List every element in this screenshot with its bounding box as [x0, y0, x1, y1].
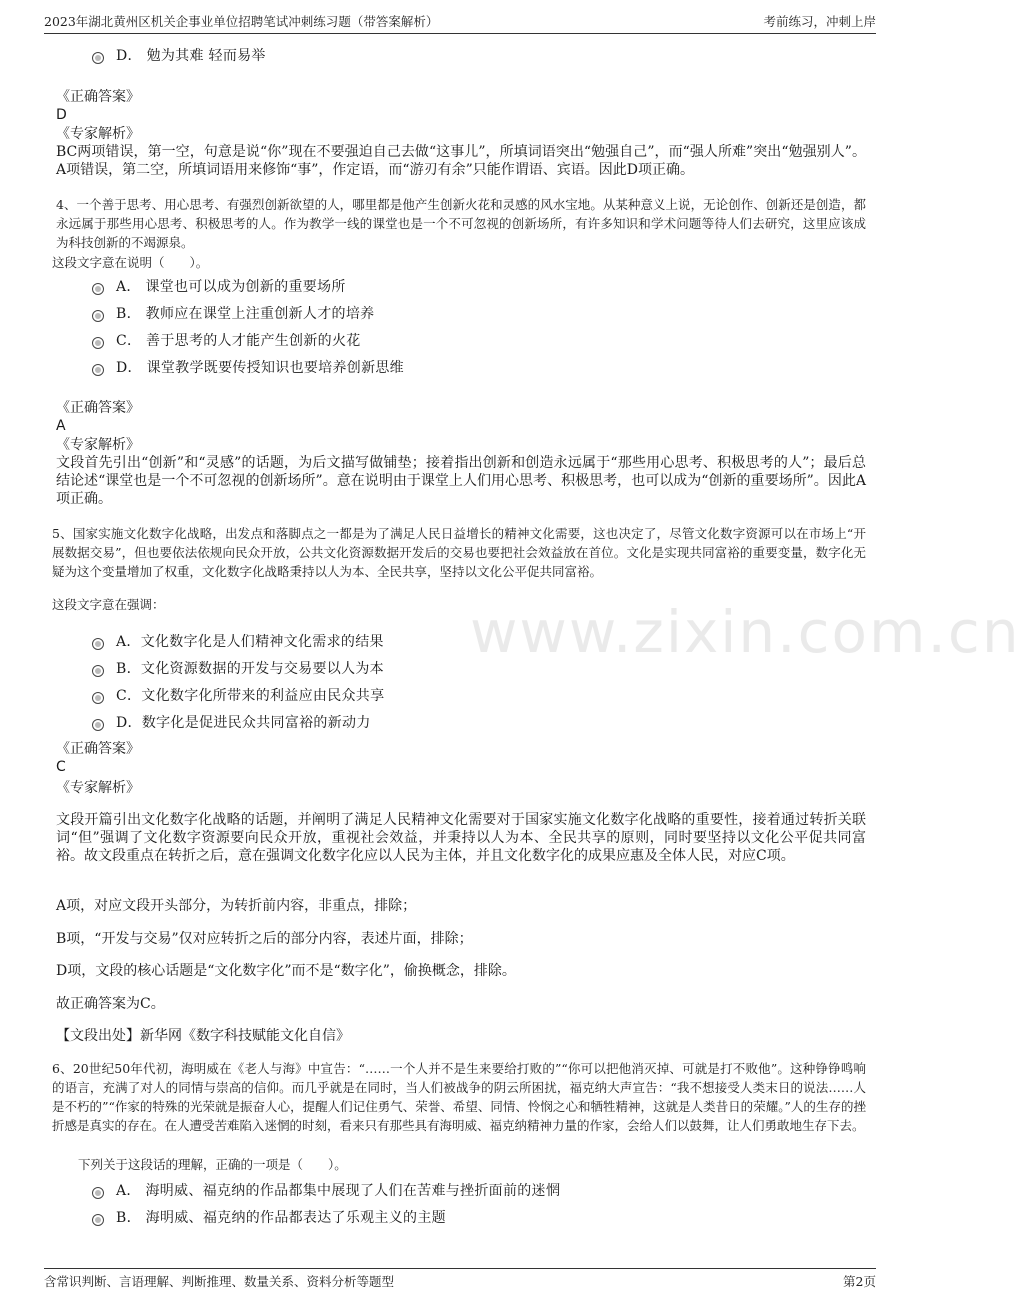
q6-prompt: 下列关于这段话的理解，正确的一项是（ ）。 [78, 1157, 347, 1172]
footer-divider [44, 1268, 876, 1269]
q5-analysis-option-b: B项，“开发与交易”仅对应转折之后的部分内容，表述片面，排除； [56, 931, 473, 947]
option-label: B． 教师应在课堂上注重创新人才的培养 [116, 306, 375, 322]
q5-analysis-option-a: A项，对应文段开头部分，为转折前内容，非重点，排除； [56, 898, 417, 914]
page-number: 第2页 [843, 1274, 876, 1289]
q5-option-a[interactable] [92, 630, 852, 652]
footer-topics: 含常识判断、言语理解、判断推理、数量关系、资料分析等题型 [44, 1274, 395, 1289]
q4-option-c[interactable] [92, 329, 852, 351]
radio-icon[interactable] [92, 1214, 104, 1226]
radio-icon[interactable] [92, 283, 104, 295]
option-label: A． 海明威、福克纳的作品都集中展现了人们在苦难与挫折面前的迷惘 [116, 1183, 561, 1199]
option-label: A．文化数字化是人们精神文化需求的结果 [116, 634, 384, 650]
radio-icon[interactable] [92, 52, 104, 64]
q5-prompt: 这段文字意在强调： [52, 597, 165, 612]
watermark: www.zixin.com.cn [470, 598, 1021, 666]
radio-icon[interactable] [92, 665, 104, 677]
page-header [44, 12, 876, 32]
radio-icon[interactable] [92, 692, 104, 704]
q5-source: 【文段出处】新华网《数字科技赋能文化自信》 [56, 1028, 350, 1044]
q5-analysis: 文段开篇引出文化数字化战略的话题，并阐明了满足人民精神文化需要对于国家实施文化数字化战略的重要性，接着通过转折关联词“但”强调了文化数字资源要向民众开放，重视社会效益，并秉持以人为本、全民共享的原则，同时要坚持以文化公平促共同富裕。故文段重点在转折之后，意在强调文化数字化应以人民为主体，并且文化数字化的成果应惠及全体人民，对应C项。 [56, 812, 866, 864]
q5-answer-label: 《正确答案》 [56, 741, 140, 757]
q3-answer: D [56, 107, 67, 123]
option-label: D． 勉为其难 轻而易举 [116, 48, 266, 64]
q5-answer: C [56, 759, 66, 775]
q6-question-text: 6、20世纪50年代初，海明威在《老人与海》中宣告：“……一个人并不是生来要给打败的”“你可以把他消灭掉、可就是打不败他”。这种铮铮鸣响的语言，充满了对人的同情与崇高的信仰。而几乎就是在同时，当人们被战争的阴云所困扰，福克纳大声宣告：“我不想接受人类末日的说法……人是不朽的”“作家的特殊的光荣就是振奋人心，提醒人们记住勇气、荣誉、希望、同情、怜悯之心和牺牲精神，这就是人类昔日的荣耀。”人的生存的挫折感是真实的存在。在人遭受苦难陷入迷惘的时刻，看来只有那些具有海明威、福克纳精神力量的作家，会给人们以鼓舞，让人们勇敢地生存下去。 [52, 1061, 866, 1133]
q6-option-b[interactable] [92, 1206, 852, 1228]
header-divider [44, 33, 876, 34]
q4-option-b[interactable] [92, 302, 852, 324]
document-title: 2023年湖北黄州区机关企事业单位招聘笔试冲刺练习题（带答案解析） [44, 14, 439, 29]
radio-icon[interactable] [92, 310, 104, 322]
option-label: D．数字化是促进民众共同富裕的新动力 [116, 715, 371, 731]
q4-answer-label: 《正确答案》 [56, 400, 140, 416]
option-label: A． 课堂也可以成为创新的重要场所 [116, 279, 346, 295]
radio-icon[interactable] [92, 364, 104, 376]
radio-icon[interactable] [92, 638, 104, 650]
q4-question-text: 4、一个善于思考、用心思考、有强烈创新欲望的人，哪里都是他产生创新火花和灵感的风水宝地。从某种意义上说，无论创作、创新还是创造，都永远属于那些用心思考、积极思考的人。作为教学一线的课堂也是一个不可忽视的创新场所，有许多知识和学术问题等待人们去研究，这里应该成为科技创新的不竭源泉。 [56, 197, 866, 250]
q6-option-a[interactable] [92, 1179, 852, 1201]
q4-analysis: 文段首先引出“创新”和“灵感”的话题，为后文描写做铺垫；接着指出创新和创造永远属于“那些用心思考、积极思考的人”；最后总结论述“课堂也是一个不可忽视的创新场所”。意在说明由于课堂上人们用心思考、积极思考，也可以成为“创新的重要场所”。因此A项正确。 [56, 455, 866, 507]
q3-answer-label: 《正确答案》 [56, 89, 140, 105]
option-label: D． 课堂教学既要传授知识也要培养创新思维 [116, 360, 404, 376]
q4-prompt: 这段文字意在说明（ ）。 [52, 255, 209, 270]
q5-option-c[interactable] [92, 684, 852, 706]
q4-option-a[interactable] [92, 275, 852, 297]
q3-analysis-label: 《专家解析》 [56, 126, 140, 142]
q4-answer: A [56, 418, 66, 434]
q4-analysis-label: 《专家解析》 [56, 437, 140, 453]
q5-option-d[interactable] [92, 711, 852, 733]
q3-option-d[interactable] [92, 44, 852, 66]
q5-conclusion: 故正确答案为C。 [56, 996, 165, 1012]
q5-question-text: 5、国家实施文化数字化战略，出发点和落脚点之一都是为了满足人民日益增长的精神文化需要，这也决定了，尽管文化数字资源可以在市场上“开展数据交易”，但也要依法依规向民众开放，公共文化资源数据开发后的交易也要把社会效益放在首位。文化是实现共同富裕的重要变量，数字化无疑为这个变量增加了权重，文化数字化战略秉持以人为本、全民共享，坚持以文化公平促共同富裕。 [52, 526, 866, 579]
q3-analysis: BC两项错误，第一空，句意是说“你”现在不要强迫自己去做“这事儿”，所填词语突出“勉强自己”，而“强人所难”突出“勉强别人”。A项错误，第二空，所填词语用来修饰“事”，作定语，而“游刃有余”只能作谓语、宾语。因此D项正确。 [56, 144, 866, 178]
q5-option-b[interactable] [92, 657, 852, 679]
q5-analysis-option-d: D项，文段的核心话题是“文化数字化”而不是“数字化”，偷换概念，排除。 [56, 963, 516, 979]
option-label: B． 海明威、福克纳的作品都表达了乐观主义的主题 [116, 1210, 446, 1226]
q5-analysis-label: 《专家解析》 [56, 780, 140, 796]
radio-icon[interactable] [92, 1187, 104, 1199]
radio-icon[interactable] [92, 719, 104, 731]
radio-icon[interactable] [92, 337, 104, 349]
option-label: C． 善于思考的人才能产生创新的火花 [116, 333, 361, 349]
option-label: B．文化资源数据的开发与交易要以人为本 [116, 661, 384, 677]
option-label: C．文化数字化所带来的利益应由民众共享 [116, 688, 385, 704]
q4-option-d[interactable] [92, 356, 852, 378]
header-slogan: 考前练习，冲刺上岸 [763, 14, 876, 29]
page-footer [44, 1272, 876, 1292]
